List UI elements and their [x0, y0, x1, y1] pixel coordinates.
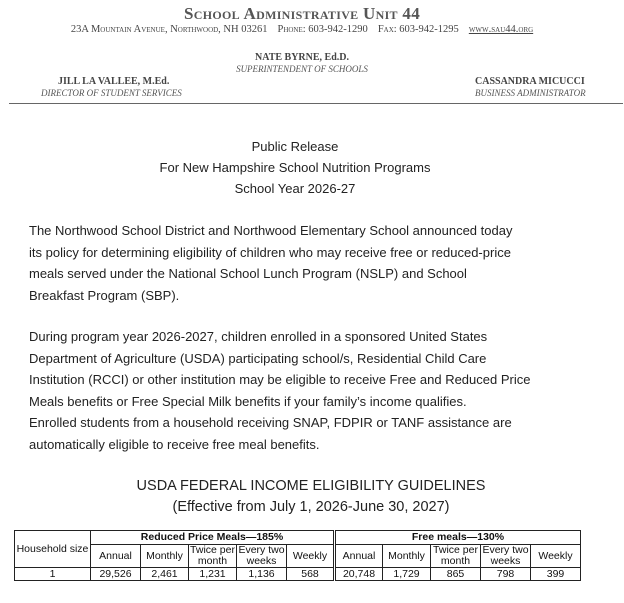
guidelines-title: USDA FEDERAL INCOME ELIGIBILITY GUIDELINES: [136, 478, 486, 494]
policy-paragraph: [29, 220, 589, 306]
table-cell: 1,729: [383, 568, 431, 581]
table-cell: 20,748: [335, 568, 383, 581]
guidelines-subtitle: (Effective from July 1, 2026-June 30, 2027): [172, 499, 450, 515]
table-cell: 2,461: [141, 568, 189, 581]
paragraph-line: meals served under the National School Lunch Program (NSLP) and School: [29, 266, 467, 281]
superintendent-name: NATE BYRNE, Ed.D.: [255, 52, 349, 63]
paragraph-line: Meals benefits or Free Special Milk benefits if your family’s income qualifies.: [29, 393, 467, 409]
column-header: Annual: [91, 545, 141, 568]
guidelines-heading: [0, 476, 622, 518]
table-cell: 399: [531, 568, 581, 581]
column-header: Every two weeks: [238, 544, 285, 567]
paragraph-line: Enrolled students from a household receiving SNAP, FDPIR or TANF assistance are: [29, 415, 512, 430]
business-admin-name: CASSANDRA MICUCCI: [475, 76, 585, 87]
organization-name: School Administrative Unit 44: [184, 4, 420, 23]
free-meals-header: Free meals—130%: [335, 531, 581, 545]
table-row: [15, 568, 581, 581]
paragraph-line: Institution (RCCI) or other institution may be eligible to receive Free and Reduced Price: [29, 372, 531, 387]
release-heading: [0, 136, 590, 199]
street-address: 23A Mountain Avenue, Northwood, NH 03261: [70, 24, 268, 35]
column-header: Twice per month: [190, 544, 235, 567]
phone-number: Phone: 603-942-1290: [277, 24, 368, 35]
household-size-cell: 1: [15, 568, 91, 581]
letterhead-divider: [9, 103, 623, 104]
table-cell: 865: [431, 568, 481, 581]
column-header: Monthly: [383, 545, 431, 568]
paragraph-line: automatically eligible to receive free meal benefits.: [29, 436, 320, 452]
column-header: Annual: [335, 545, 383, 568]
release-line-1: Public Release: [251, 139, 339, 154]
household-size-header: Household size: [15, 531, 91, 568]
director-title: DIRECTOR OF STUDENT SERVICES: [41, 88, 182, 98]
eligibility-paragraph: [29, 326, 589, 455]
address-line: [0, 24, 604, 35]
director-name: JILL LA VALLEE, M.Ed.: [58, 76, 170, 87]
column-header: Weekly: [531, 545, 581, 568]
table-cell: 1,136: [237, 568, 287, 581]
website-link[interactable]: www.sau44.org: [468, 24, 534, 35]
income-table: [14, 530, 581, 581]
column-header: Every two weeks: [482, 544, 529, 567]
business-admin-title: BUSINESS ADMINISTRATOR: [475, 88, 586, 98]
release-line-3: School Year 2026-27: [234, 181, 356, 196]
fax-number: Fax: 603-942-1295: [377, 24, 459, 35]
column-header: Twice per month: [431, 545, 481, 568]
column-header: Weekly: [287, 545, 335, 568]
column-header: Monthly: [141, 545, 189, 568]
paragraph-line: its policy for determining eligibility of children who may receive free or reduced-price: [29, 244, 511, 260]
reduced-price-header: Reduced Price Meals—185%: [91, 531, 335, 545]
table-cell: 568: [287, 568, 335, 581]
paragraph-line: The Northwood School District and Northwood Elementary School announced today: [29, 223, 513, 238]
paragraph-line: Department of Agriculture (USDA) participating school/s, Residential Child Care: [29, 350, 487, 366]
table-cell: 798: [481, 568, 531, 581]
paragraph-line: During program year 2026-2027, children enrolled in a sponsored United States: [29, 329, 488, 344]
release-line-2: For New Hampshire School Nutrition Programs: [159, 160, 431, 175]
table-cell: 29,526: [91, 568, 141, 581]
superintendent-title: SUPERINTENDENT OF SCHOOLS: [236, 64, 368, 74]
paragraph-line: Breakfast Program (SBP).: [29, 287, 180, 303]
table-cell: 1,231: [189, 568, 237, 581]
